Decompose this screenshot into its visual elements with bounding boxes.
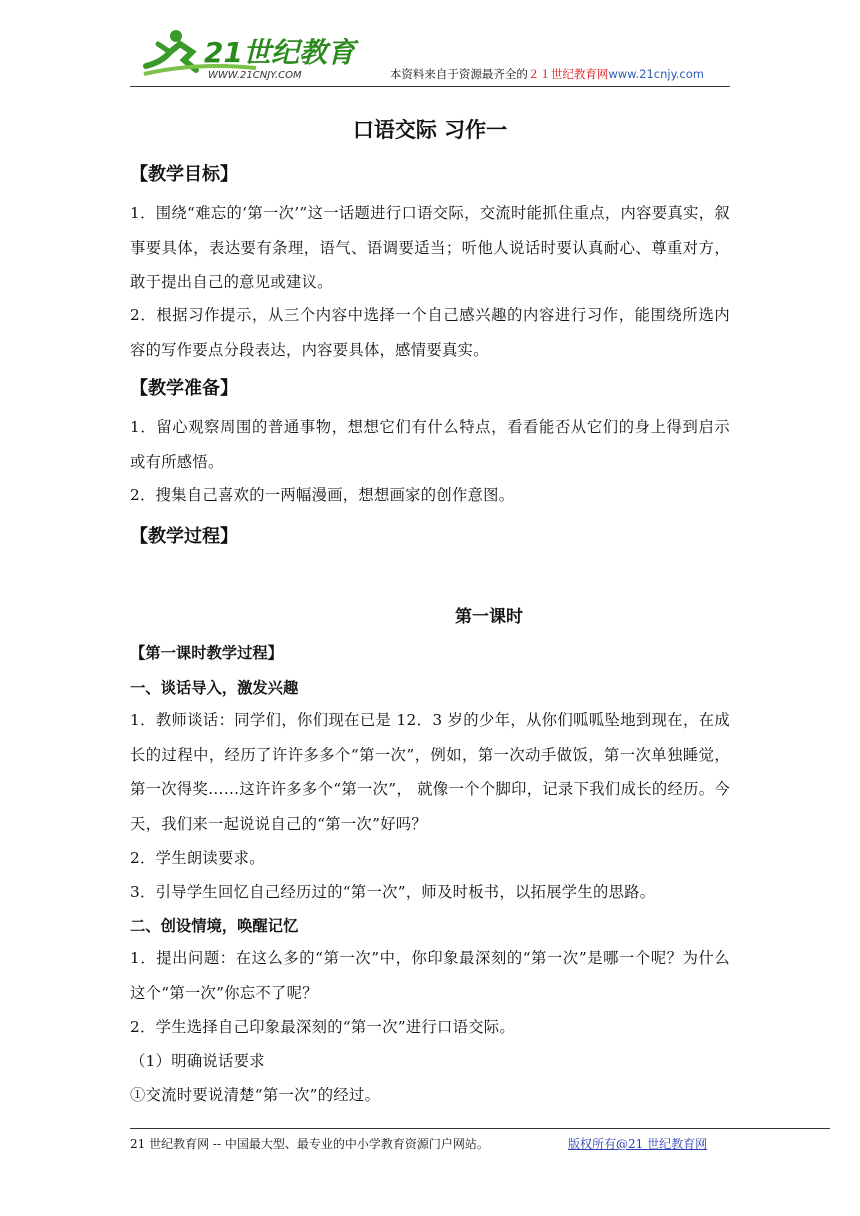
section-goals-heading: 【教学目标】 — [130, 164, 238, 185]
part2-item-2: 2．学生选择自己印象最深刻的“第一次”进行口语交际。 — [130, 1018, 516, 1036]
part2-item-3: （1）明确说话要求 — [130, 1052, 265, 1070]
part1-item-1: 1．教师谈话：同学们，你们现在已是 12．3 岁的少年，从你们呱呱坠地到现在，在成长的过程中，经历了许许多多个“第一次”，例如，第一次动手做饭，第一次单独睡觉，第一次得奖……这许许多多个“第一次”， 就像一个个脚印，记录下我们成长的经历。今天，我们来一起说说自己的“第一次”好吗？ — [130, 711, 730, 833]
page-header — [130, 22, 730, 87]
header-note-url[interactable]: www.21cnjy.com — [608, 67, 704, 81]
header-note: 本资料来自于资源最齐全的２１世纪教育网www.21cnjy.com — [389, 67, 704, 81]
footer-left: 21 世纪教育网 -- 中国最大型、最专业的中小学教育资源门户网站。 — [130, 1137, 489, 1151]
lesson-title: 第一课时 — [455, 607, 523, 627]
site-logo — [136, 22, 366, 84]
goals-item-1: 1．围绕“难忘的‘第一次’”这一话题进行口语交际，交流时能抓住重点，内容要真实，叙事要具体，表达要有条理，语气、语调要适当；听他人说话时要认真耐心、尊重对方，敢于提出自己的意见或建议。 — [130, 204, 730, 291]
logo-graphic — [136, 22, 366, 84]
page-title: 口语交际 习作一 — [352, 118, 508, 142]
goals-item-2: 2．根据习作提示，从三个内容中选择一个自己感兴趣的内容进行习作，能围绕所选内容的写作要点分段表达，内容要具体，感情要真实。 — [130, 306, 730, 359]
part2-title: 二、创设情境，唤醒记忆 — [130, 917, 299, 935]
page-footer — [130, 1128, 830, 1152]
section-prep-heading: 【教学准备】 — [130, 378, 238, 399]
part1-title: 一、谈话导入，激发兴趣 — [130, 679, 299, 697]
logo-text: 21世纪教育 — [204, 36, 355, 69]
part1-item-2: 2．学生朗读要求。 — [130, 849, 265, 867]
header-note-highlight: ２１世纪教育网 — [527, 67, 609, 81]
prep-item-2: 2．搜集自己喜欢的一两幅漫画，想想画家的创作意图。 — [130, 486, 515, 504]
part1-item-3: 3．引导学生回忆自己经历过的“第一次”，师及时板书，以拓展学生的思路。 — [130, 883, 656, 901]
logo-url: WWW.21CNJY.COM — [208, 70, 302, 81]
part2-item-4: ①交流时要说清楚“第一次”的经过。 — [130, 1086, 381, 1104]
prep-item-1: 1．留心观察周围的普通事物，想想它们有什么特点，看看能否从它们的身上得到启示或有所感悟。 — [130, 418, 730, 471]
section-process-heading: 【教学过程】 — [130, 526, 238, 547]
footer-copyright-link[interactable]: 版权所有@21 世纪教育网 — [568, 1137, 708, 1151]
part2-item-1: 1．提出问题：在这么多的“第一次”中，你印象最深刻的“第一次”是哪一个呢？为什么这个“第一次”你忘不了呢？ — [130, 949, 730, 1002]
lesson-subheading: 【第一课时教学过程】 — [130, 644, 283, 662]
